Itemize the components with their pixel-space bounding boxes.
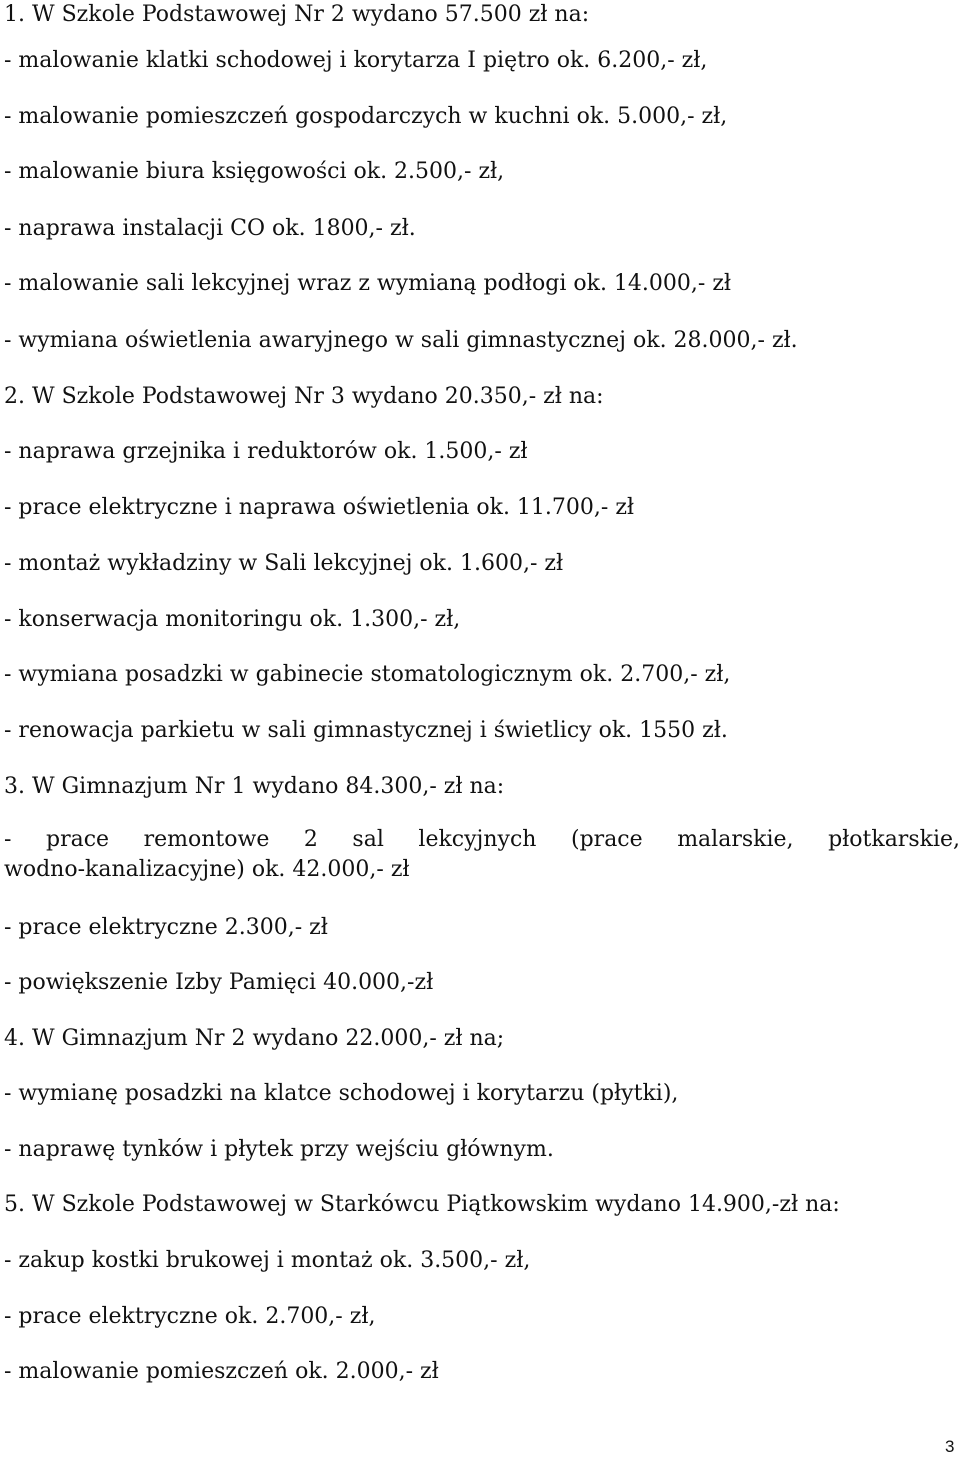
list-item: - konserwacja monitoringu ok. 1.300,- zł, bbox=[4, 607, 461, 632]
list-item: - malowanie pomieszczeń ok. 2.000,- zł bbox=[4, 1359, 439, 1384]
section-2-heading: 2. W Szkole Podstawowej Nr 3 wydano 20.350,- zł na: bbox=[4, 384, 604, 409]
list-item: - prace elektryczne i naprawa oświetlenia ok. 11.700,- zł bbox=[4, 495, 635, 520]
page-number: 3 bbox=[945, 1437, 955, 1456]
section-1-heading: 1. W Szkole Podstawowej Nr 2 wydano 57.500 zł na: bbox=[4, 2, 590, 27]
list-item: - prace elektryczne ok. 2.700,- zł, bbox=[4, 1304, 376, 1329]
section-3-heading: 3. W Gimnazjum Nr 1 wydano 84.300,- zł na: bbox=[4, 774, 505, 799]
list-item: - naprawę tynków i płytek przy wejściu głównym. bbox=[4, 1137, 554, 1162]
list-item: - wymiana oświetlenia awaryjnego w sali gimnastycznej ok. 28.000,- zł. bbox=[4, 328, 798, 353]
list-item: - wymiana posadzki w gabinecie stomatologicznym ok. 2.700,- zł, bbox=[4, 662, 731, 687]
section-4-heading: 4. W Gimnazjum Nr 2 wydano 22.000,- zł na; bbox=[4, 1026, 505, 1051]
list-item: - prace elektryczne 2.300,- zł bbox=[4, 915, 328, 940]
list-item-line-1: - prace remontowe 2 sal lekcyjnych (prace malarskie, płotkarskie, bbox=[4, 827, 960, 852]
list-item: - zakup kostki brukowej i montaż ok. 3.500,- zł, bbox=[4, 1248, 531, 1273]
list-item: - powiększenie Izby Pamięci 40.000,-zł bbox=[4, 970, 434, 995]
list-item: - montaż wykładziny w Sali lekcyjnej ok. 1.600,- zł bbox=[4, 551, 564, 576]
list-item: - naprawa grzejnika i reduktorów ok. 1.500,- zł bbox=[4, 439, 528, 464]
list-item: - naprawa instalacji CO ok. 1800,- zł. bbox=[4, 216, 416, 241]
multiline-list-item bbox=[4, 825, 960, 885]
list-item: - renowacja parkietu w sali gimnastycznej i świetlicy ok. 1550 zł. bbox=[4, 718, 728, 743]
list-item: - malowanie biura księgowości ok. 2.500,- zł, bbox=[4, 159, 505, 184]
section-5-heading: 5. W Szkole Podstawowej w Starkówcu Piątkowskim wydano 14.900,-zł na: bbox=[4, 1192, 840, 1217]
list-item: - wymianę posadzki na klatce schodowej i korytarzu (płytki), bbox=[4, 1081, 679, 1106]
list-item: - malowanie pomieszczeń gospodarczych w kuchni ok. 5.000,- zł, bbox=[4, 104, 728, 129]
list-item: - malowanie sali lekcyjnej wraz z wymianą podłogi ok. 14.000,- zł bbox=[4, 271, 732, 296]
list-item: - malowanie klatki schodowej i korytarza I piętro ok. 6.200,- zł, bbox=[4, 48, 708, 73]
list-item-line-2: wodno-kanalizacyjne) ok. 42.000,- zł bbox=[4, 857, 410, 882]
